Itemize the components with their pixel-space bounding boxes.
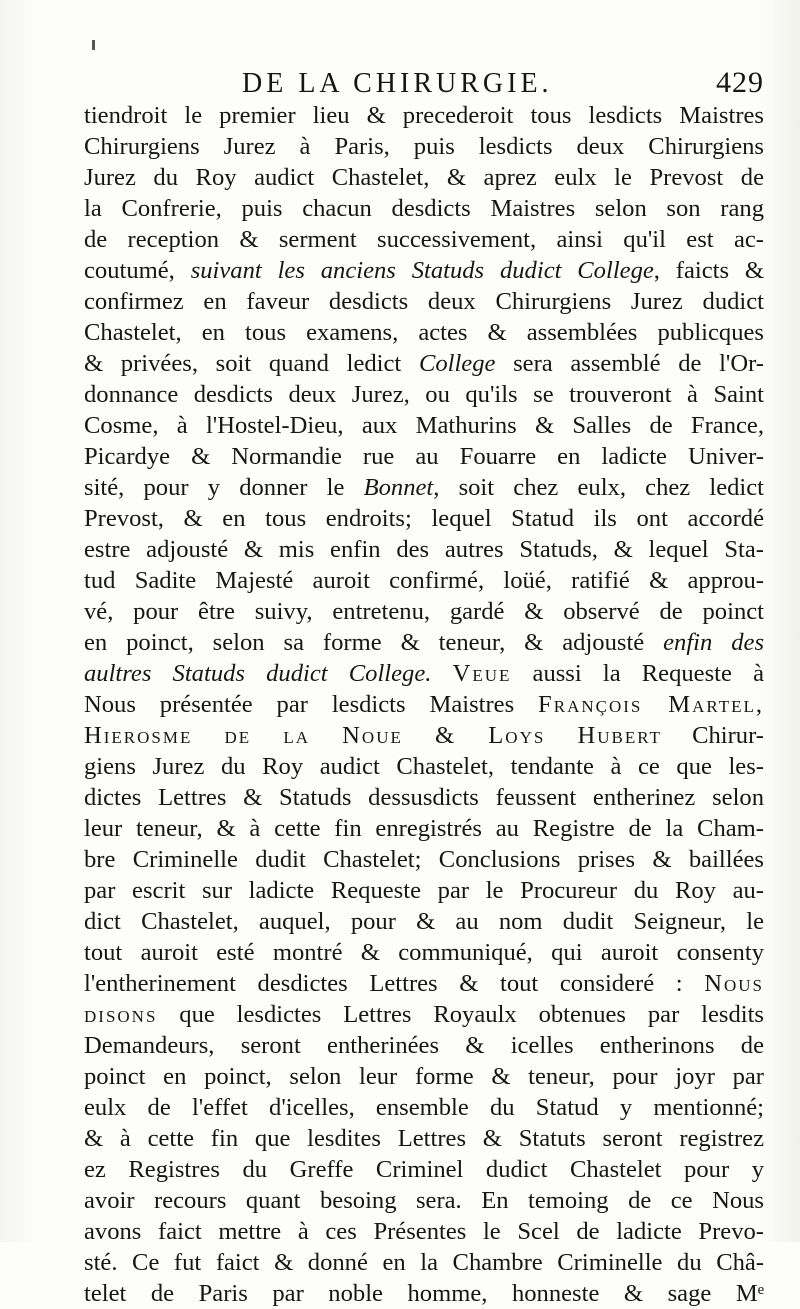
text-line: [84, 441, 764, 472]
text-segment: avoir recours quant besoing sera. En temoing de ce Nous: [84, 1187, 764, 1214]
text-segment: Jurez du Roy audict Chastelet, & aprez eulx le Prevost de: [84, 164, 764, 191]
text-segment: Prevost, & en tous endroits; lequel Statud ils ont accordé: [84, 505, 764, 532]
body-text: [84, 100, 764, 1309]
text-segment: leur teneur, & à cette fin enregistrés au Registre de la Cham-: [84, 815, 764, 842]
text-line: [84, 534, 764, 565]
text-line: [84, 1030, 764, 1061]
text-segment: bre Criminelle dudit Chastelet; Conclusions prises & baillées: [84, 846, 764, 873]
ink-mark: [92, 40, 95, 50]
text-segment: tud Sadite Majesté auroit confirmé, loüé, ratifié & approu-: [84, 567, 764, 594]
text-segment: & à cette fin que lesdites Lettres & Statuts seront registrez: [84, 1125, 764, 1152]
text-segment: par escrit sur ladicte Requeste par le Procureur du Roy au-: [84, 877, 764, 904]
text-segment: giens Jurez du Roy audict Chastelet, tendante à ce que les-: [84, 753, 764, 780]
text-segment: disons: [84, 1001, 158, 1028]
text-line: [84, 1216, 764, 1247]
text-line: [84, 348, 764, 379]
text-segment: suivant les anciens Statuds dudict College: [190, 257, 654, 284]
text-segment: aultres Statuds dudict College.: [84, 660, 432, 687]
page-header: [82, 62, 764, 102]
text-segment: telet de Paris par noble homme, honneste & sage Mᵉ: [84, 1280, 764, 1307]
text-line: [84, 968, 764, 999]
text-segment: Nous présentée par lesdicts Maistres: [84, 691, 539, 718]
text-line: [84, 1154, 764, 1185]
text-segment: Demandeurs, seront entherinées & icelles entherinons de: [84, 1032, 764, 1059]
text-segment: la Confrerie, puis chacun desdicts Maistres selon son rang: [84, 195, 764, 222]
text-line: [84, 596, 764, 627]
text-line: [84, 565, 764, 596]
text-segment: Picardye & Normandie rue au Fouarre en ladicte Univer-: [84, 443, 764, 470]
text-line: [84, 844, 764, 875]
text-line: [84, 1061, 764, 1092]
text-segment: ez Registres du Greffe Criminel dudict Chastelet pour y: [84, 1156, 764, 1183]
text-line: [84, 658, 764, 689]
text-segment: sera assemblé de l'Or-: [495, 350, 764, 377]
text-line: [84, 813, 764, 844]
text-segment: Hierosme de la Noue & Loys Hubert: [84, 722, 662, 749]
text-line: [84, 286, 764, 317]
text-line: [84, 875, 764, 906]
text-segment: Bonnet: [363, 474, 434, 501]
text-line: [84, 999, 764, 1030]
text-segment: [431, 660, 452, 687]
text-segment: Chirur-: [661, 722, 764, 749]
text-segment: Chirurgiens Jurez à Paris, puis lesdicts deux Chirurgiens: [84, 133, 764, 160]
text-segment: donnance desdicts deux Jurez, ou qu'ils se trouveront à Saint: [84, 381, 764, 408]
text-line: [84, 1092, 764, 1123]
text-segment: estre adjousté & mis enfin des autres Statuds, & lequel Sta-: [84, 536, 764, 563]
text-line: [84, 224, 764, 255]
text-segment: enfin des: [663, 629, 765, 656]
text-segment: Nous: [704, 970, 764, 997]
text-segment: tout auroit esté montré & communiqué, qui auroit consenty: [84, 939, 764, 966]
text-segment: Veue: [452, 660, 512, 687]
text-segment: sité, pour y donner le: [84, 474, 364, 501]
text-segment: , faicts &: [653, 257, 765, 284]
text-line: [84, 193, 764, 224]
text-segment: & privées, soit quand ledict: [84, 350, 419, 377]
text-line: [84, 1247, 764, 1278]
text-line: [84, 720, 764, 751]
text-segment: dictes Lettres & Statuds dessusdicts feussent entherinez selon: [84, 784, 764, 811]
text-segment: de reception & serment successivement, ainsi qu'il est ac-: [84, 226, 764, 253]
text-line: [84, 906, 764, 937]
text-segment: , soit chez eulx, chez ledict: [433, 474, 764, 501]
page-number: 429: [716, 66, 764, 99]
text-line: [84, 1123, 764, 1154]
text-line: [84, 131, 764, 162]
text-segment: sté. Ce fut faict & donné en la Chambre Criminelle du Châ-: [84, 1249, 764, 1276]
text-segment: aussi la Requeste à: [511, 660, 764, 687]
text-line: [84, 100, 764, 131]
text-line: [84, 410, 764, 441]
text-segment: College: [418, 350, 496, 377]
text-segment: dict Chastelet, auquel, pour & au nom dudit Seigneur, le: [84, 908, 764, 935]
text-segment: coutumé,: [84, 257, 191, 284]
text-segment: confirmez en faveur desdicts deux Chirurgiens Jurez dudict: [84, 288, 764, 315]
text-segment: tiendroit le premier lieu & precederoit tous lesdicts Maistres: [84, 102, 764, 129]
text-line: [84, 689, 764, 720]
text-segment: en poinct, selon sa forme & teneur, & adjousté: [84, 629, 664, 656]
text-segment: Cosme, à l'Hostel-Dieu, aux Mathurins & Salles de France,: [84, 412, 764, 439]
text-line: [84, 782, 764, 813]
text-line: [84, 627, 764, 658]
text-line: [84, 503, 764, 534]
text-segment: poinct en poinct, selon leur forme & teneur, pour joyr par: [84, 1063, 764, 1090]
text-line: [84, 379, 764, 410]
text-segment: eulx de l'effet d'icelles, ensemble du Statud y mentionné;: [84, 1094, 764, 1121]
running-title: DE LA CHIRURGIE.: [242, 68, 553, 99]
text-segment: que lesdictes Lettres Royaulx obtenues par lesdits: [157, 1001, 764, 1028]
text-line: [84, 1278, 764, 1309]
text-line: [84, 1185, 764, 1216]
text-segment: Chastelet, en tous examens, actes & assemblées publicques: [84, 319, 764, 346]
text-line: [84, 255, 764, 286]
text-segment: avons faict mettre à ces Présentes le Scel de ladicte Prevo-: [84, 1218, 764, 1245]
text-line: [84, 317, 764, 348]
text-segment: l'entherinement desdictes Lettres & tout consideré :: [84, 970, 705, 997]
text-line: [84, 937, 764, 968]
text-line: [84, 472, 764, 503]
text-segment: vé, pour être suivy, entretenu, gardé & observé de poinct: [84, 598, 764, 625]
text-line: [84, 751, 764, 782]
text-segment: François Martel,: [538, 691, 764, 718]
text-line: [84, 162, 764, 193]
